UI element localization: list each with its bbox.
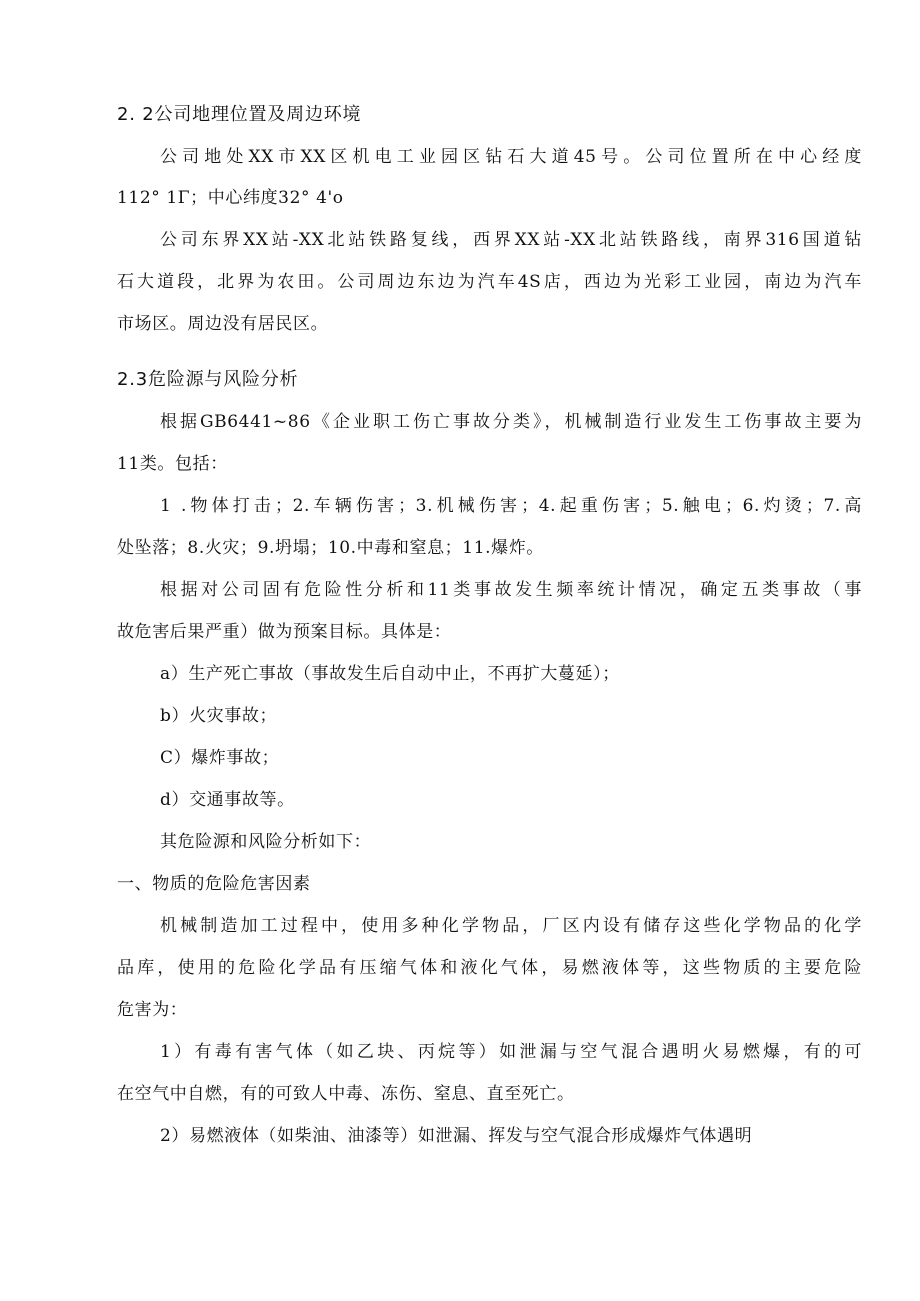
paragraph-line: 公司东界XX站-XX北站铁路复线，西界XX站-XX北站铁路线，南界316国道钻 [160,230,862,250]
paragraph-line: 2）易燃液体（如柴油、油漆等）如泄漏、挥发与空气混合形成爆炸气体遇明 [160,1126,753,1146]
paragraph-line: 石大道段，北界为农田。公司周边东边为汽车4S店，西边为光彩工业园，南边为汽车 [117,272,862,292]
paragraph-line: 机械制造加工过程中，使用多种化学物品，厂区内设有储存这些化学物品的化学 [160,916,862,936]
list-item-c: C）爆炸事故； [160,748,280,768]
list-item-d: d）交通事故等。 [160,790,295,810]
paragraph-line: 公司地处XX市XX区机电工业园区钻石大道45号。公司位置所在中心经度 [160,147,862,167]
paragraph-line: 其危险源和风险分析如下： [160,832,372,852]
paragraph-line: 1 .物体打击；2.车辆伤害；3.机械伤害；4.起重伤害；5.触电；6.灼烫；7.高 [160,496,862,516]
paragraph-line: 根据GB6441~86《企业职工伤亡事故分类》，机械制造行业发生工伤事故主要为 [160,412,862,432]
paragraph-line: 故危害后果严重）做为预案目标。具体是： [117,622,452,642]
paragraph-line: 112° 1Γ；中心纬度32° 4'o [117,188,344,208]
section-heading-2-3: 2.3危险源与风险分析 [117,369,299,390]
subheading: 一、物质的危险危害因素 [117,874,311,894]
paragraph-line: 危害为： [117,1000,188,1020]
paragraph-line: 品库，使用的危险化学品有压缩气体和液化气体，易燃液体等，这些物质的主要危险 [117,958,862,978]
paragraph-line: 在空气中自燃，有的可致人中毒、冻伤、窒息、直至死亡。 [117,1084,575,1104]
paragraph-line: 处坠落；8.火灾；9.坍塌；10.中毒和窒息；11.爆炸。 [117,538,544,558]
list-item-b: b）火灾事故； [160,706,278,726]
paragraph-line: 市场区。周边没有居民区。 [117,314,329,334]
paragraph-line: 1）有毒有害气体（如乙块、丙烷等）如泄漏与空气混合遇明火易燃爆，有的可 [160,1042,862,1062]
paragraph-line: 根据对公司固有危险性分析和11类事故发生频率统计情况，确定五类事故（事 [160,580,862,600]
paragraph-line: 11类。包括： [117,454,228,474]
section-heading-2-2: 2. 2公司地理位置及周边环境 [117,104,362,125]
list-item-a: a）生产死亡事故（事故发生后自动中止，不再扩大蔓延）； [160,664,620,684]
